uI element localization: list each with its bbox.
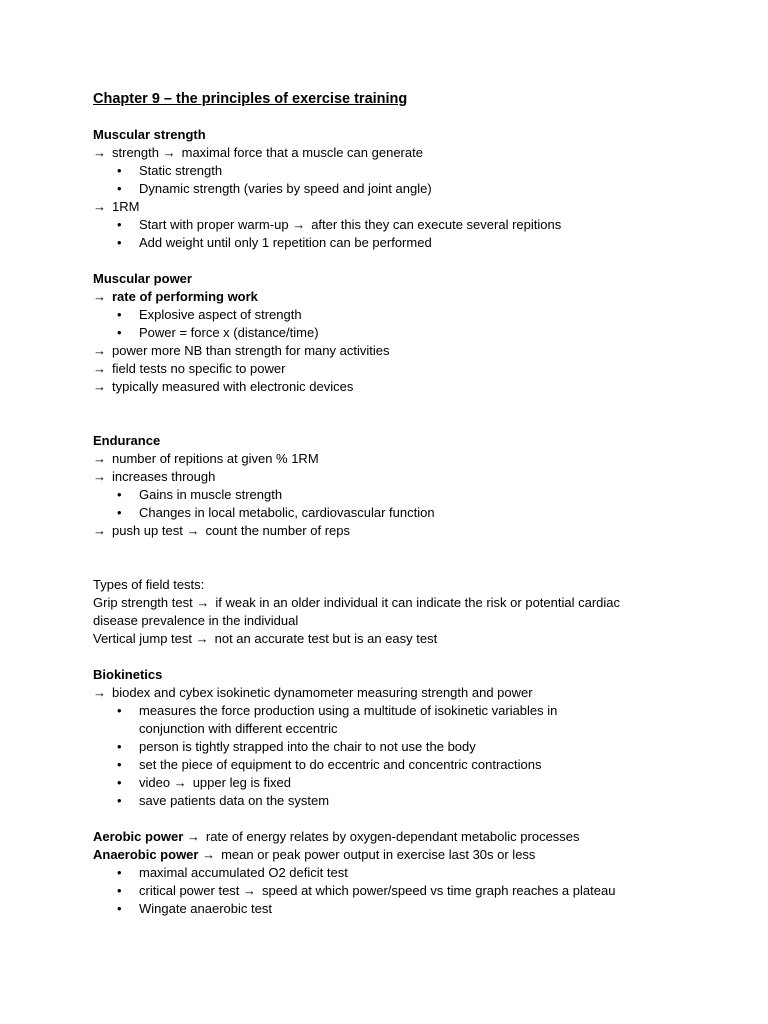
list-item: • Static strength [117, 163, 223, 178]
bullet-icon: • [117, 739, 122, 754]
text-line: → number of repitions at given % 1RM [93, 451, 319, 466]
bullet-icon: • [117, 163, 122, 178]
bullet-icon: • [117, 703, 122, 718]
arrow-icon: → [93, 469, 106, 484]
section-heading-power: Muscular power [93, 271, 192, 286]
text-line: Anaerobic power → mean or peak power output in exercise last 30s or less [93, 847, 536, 862]
bullet-icon: • [117, 217, 122, 232]
section-heading-biokinetics: Biokinetics [93, 667, 163, 682]
list-item: • set the piece of equipment to do eccentric and concentric contractions [117, 757, 542, 772]
bullet-icon: • [117, 181, 122, 196]
arrow-icon: → [202, 847, 216, 862]
list-item: • Power = force x (distance/time) [117, 325, 319, 340]
list-item: • critical power test → speed at which power/speed vs time graph reaches a plateau [117, 883, 616, 898]
arrow-icon: → [173, 775, 187, 790]
arrow-icon: → [243, 883, 257, 898]
text-line: → 1RM [93, 199, 140, 214]
document-body [93, 90, 733, 918]
text-line: → push up test → count the number of reps [93, 523, 350, 538]
arrow-icon: → [93, 145, 106, 160]
arrow-icon: → [186, 829, 200, 844]
bullet-icon: • [117, 793, 122, 808]
text-line: disease prevalence in the individual [93, 613, 299, 628]
arrow-icon: → [195, 631, 209, 646]
bullet-icon: • [117, 505, 122, 520]
list-item: • Explosive aspect of strength [117, 307, 302, 322]
bullet-icon: • [117, 307, 122, 322]
section-heading-endurance: Endurance [93, 433, 161, 448]
list-item: • Start with proper warm-up → after this they can execute several repitions [117, 217, 562, 232]
arrow-icon: → [93, 523, 106, 538]
list-item: • Gains in muscle strength [117, 487, 283, 502]
text-line: Vertical jump test → not an accurate test but is an easy test [93, 631, 438, 646]
list-item: • save patients data on the system [117, 793, 330, 808]
text-line: Grip strength test → if weak in an older individual it can indicate the risk or potential cardiac [93, 595, 621, 610]
text-line: → typically measured with electronic devices [93, 379, 354, 394]
anaerobic-power-label: Anaerobic power [93, 847, 199, 862]
arrow-icon: → [162, 145, 176, 160]
bullet-icon: • [117, 901, 122, 916]
bullet-icon: • [117, 487, 122, 502]
text-line: → power more NB than strength for many activities [93, 343, 390, 358]
bullet-icon: • [117, 325, 122, 340]
arrow-icon: → [93, 199, 106, 214]
list-item: • maximal accumulated O2 deficit test [117, 865, 348, 880]
aerobic-power-label: Aerobic power [93, 829, 184, 844]
list-item: • video → upper leg is fixed [117, 775, 291, 790]
list-item: • measures the force production using a multitude of isokinetic variables in conjunction with different eccentric [117, 703, 558, 736]
arrow-icon: → [93, 289, 106, 304]
bullet-icon: • [117, 865, 122, 880]
list-item: • Add weight until only 1 repetition can be performed [117, 235, 432, 250]
bullet-icon: • [117, 235, 122, 250]
arrow-icon: → [196, 595, 210, 610]
arrow-icon: → [93, 361, 106, 376]
bullet-icon: • [117, 757, 122, 772]
list-item: • Changes in local metabolic, cardiovascular function [117, 505, 435, 520]
section-heading-field-tests: Types of field tests: [93, 577, 205, 592]
section-heading-strength: Muscular strength [93, 127, 206, 142]
text-line: → increases through [93, 469, 216, 484]
arrow-icon: → [186, 523, 200, 538]
bullet-icon: • [117, 775, 122, 790]
list-item: • person is tightly strapped into the chair to not use the body [117, 739, 476, 754]
list-item: • Wingate anaerobic test [117, 901, 272, 916]
page-title: Chapter 9 – the principles of exercise training [93, 91, 408, 107]
arrow-icon: → [93, 343, 106, 358]
text-line: → field tests no specific to power [93, 361, 286, 376]
arrow-icon: → [93, 685, 106, 700]
text-line: → rate of performing work [93, 289, 258, 304]
arrow-icon: → [93, 379, 106, 394]
list-item: • Dynamic strength (varies by speed and joint angle) [117, 181, 432, 196]
text-line: → biodex and cybex isokinetic dynamometer measuring strength and power [93, 685, 533, 700]
text-line: Aerobic power → rate of energy relates by oxygen-dependant metabolic processes [93, 829, 580, 844]
bullet-icon: • [117, 883, 122, 898]
text-line: → strength → maximal force that a muscle can generate [93, 145, 423, 160]
arrow-icon: → [292, 217, 306, 232]
arrow-icon: → [93, 451, 106, 466]
